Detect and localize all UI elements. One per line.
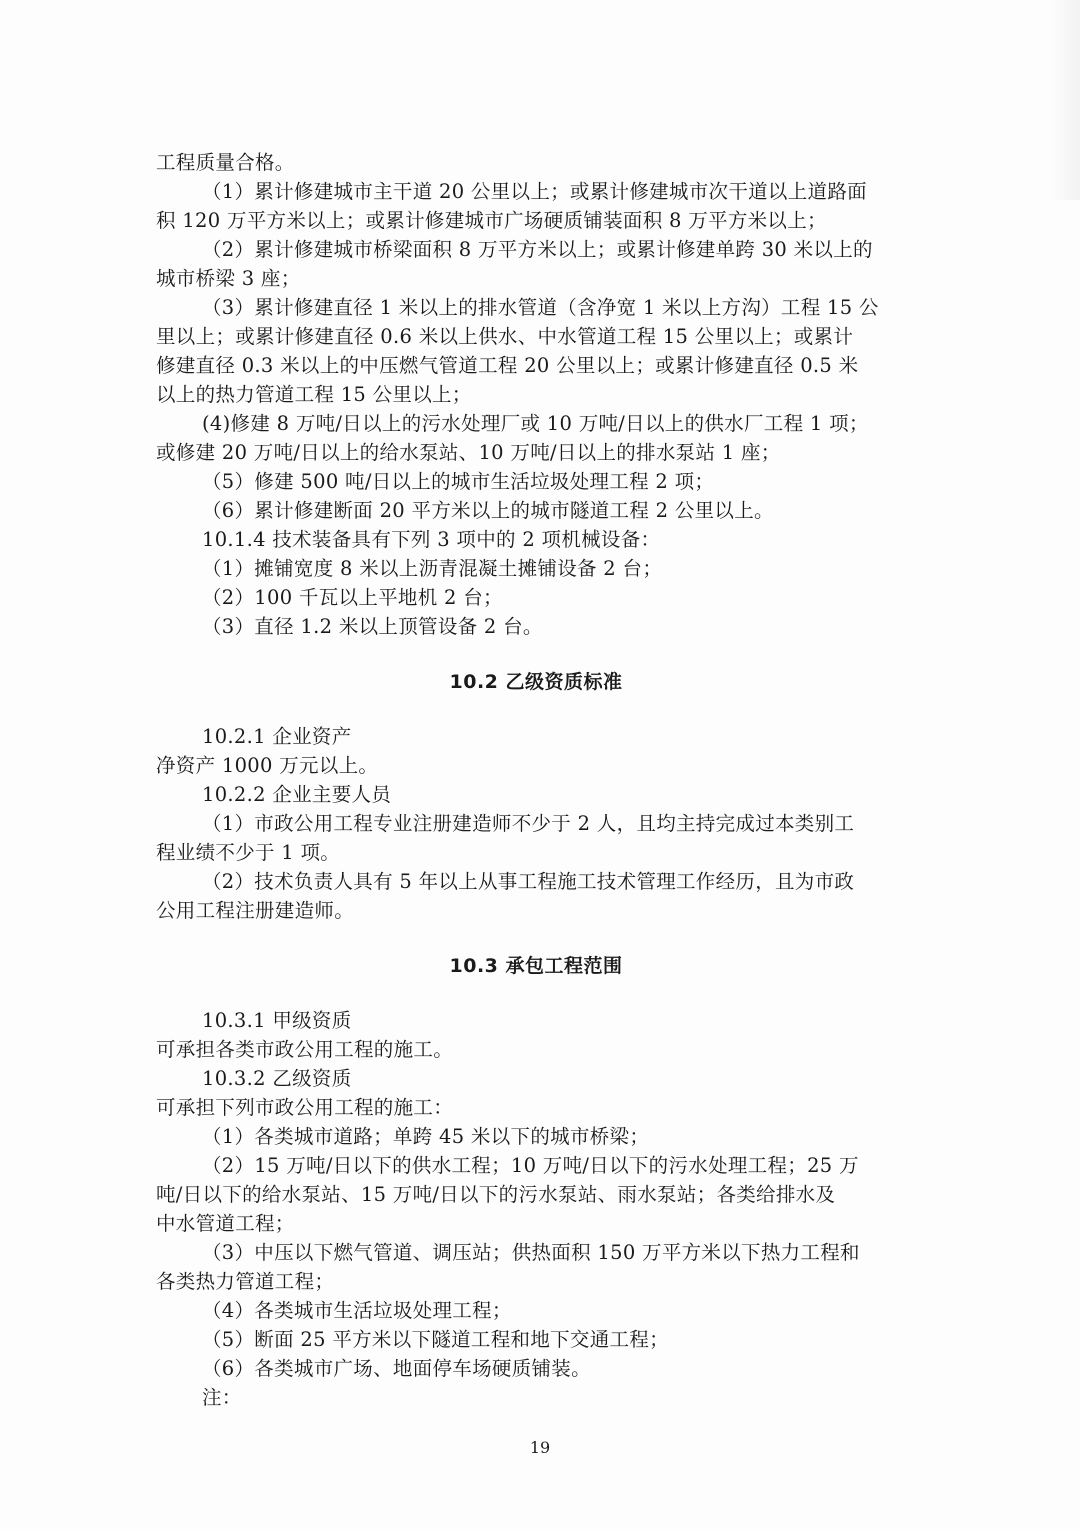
paragraph-line: （1）累计修建城市主干道 20 公里以上；或累计修建城市次干道以上道路面	[202, 180, 867, 203]
paragraph-line: 10.3.1 甲级资质	[202, 1009, 352, 1032]
paragraph-line: 工程质量合格。	[156, 151, 295, 174]
paragraph-line: 注：	[202, 1386, 242, 1409]
paragraph-line: 净资产 1000 万元以上。	[156, 754, 379, 777]
paragraph-line: 10.1.4 技术装备具有下列 3 项中的 2 项机械设备：	[202, 528, 661, 551]
paragraph-line: 程业绩不少于 1 项。	[156, 841, 341, 864]
paragraph-line: （2）累计修建城市桥梁面积 8 万平方米以上；或累计修建单跨 30 米以上的	[202, 238, 873, 261]
paragraph-line: 10.3.2 乙级资质	[202, 1067, 352, 1090]
paragraph-line: （3）中压以下燃气管道、调压站；供热面积 150 万平方米以下热力工程和	[202, 1241, 860, 1264]
paragraph-line: 公用工程注册建造师。	[156, 899, 355, 922]
paragraph-line: 各类热力管道工程；	[156, 1270, 335, 1293]
paragraph-line: （6）各类城市广场、地面停车场硬质铺装。	[202, 1357, 591, 1380]
paragraph-line: （3）直径 1.2 米以上顶管设备 2 台。	[202, 615, 543, 638]
section-heading-10-3: 10.3 承包工程范围	[449, 955, 623, 977]
paragraph-line: 修建直径 0.3 米以上的中压燃气管道工程 20 公里以上；或累计修建直径 0.5 米	[156, 354, 859, 377]
paragraph-line: 积 120 万平方米以上；或累计修建城市广场硬质铺装面积 8 万平方米以上；	[156, 209, 827, 232]
section-10-3	[156, 1006, 916, 1412]
paragraph-line: 城市桥梁 3 座；	[156, 267, 301, 290]
paragraph-line: 10.2.1 企业资产	[202, 725, 352, 748]
paragraph-line: 中水管道工程；	[156, 1212, 295, 1235]
paragraph-line: (4)修建 8 万吨/日以上的污水处理厂或 10 万吨/日以上的供水厂工程 1 项；	[202, 412, 869, 435]
page-number: 19	[529, 1438, 551, 1457]
scan-shadow	[1050, 0, 1080, 200]
paragraph-line: （2）15 万吨/日以下的供水工程；10 万吨/日以下的污水处理工程；25 万	[202, 1154, 859, 1177]
section-10-2	[156, 722, 916, 925]
paragraph-line: 10.2.2 企业主要人员	[202, 783, 392, 806]
paragraph-line: （5）修建 500 吨/日以上的城市生活垃圾处理工程 2 项；	[202, 470, 715, 493]
section-heading-10-2: 10.2 乙级资质标准	[449, 671, 623, 693]
paragraph-line: （6）累计修建断面 20 平方米以上的城市隧道工程 2 公里以上。	[202, 499, 774, 522]
paragraph-line: 或修建 20 万吨/日以上的给水泵站、10 万吨/日以上的排水泵站 1 座；	[156, 441, 781, 464]
paragraph-line: 里以上；或累计修建直径 0.6 米以上供水、中水管道工程 15 公里以上；或累计	[156, 325, 854, 348]
paragraph-line: （2）100 千瓦以上平地机 2 台；	[202, 586, 503, 609]
paragraph-line: （4）各类城市生活垃圾处理工程；	[202, 1299, 512, 1322]
page-body	[156, 148, 916, 1412]
paragraph-line: 可承担各类市政公用工程的施工。	[156, 1038, 454, 1061]
paragraph-line: 可承担下列市政公用工程的施工：	[156, 1096, 454, 1119]
paragraph-line: （1）市政公用工程专业注册建造师不少于 2 人，且均主持完成过本类别工	[202, 812, 855, 835]
paragraph-line: （1）各类城市道路；单跨 45 米以下的城市桥梁；	[202, 1125, 650, 1148]
paragraph-line: （3）累计修建直径 1 米以上的排水管道（含净宽 1 米以上方沟）工程 15 公	[202, 296, 879, 319]
section-10-1-tail	[156, 148, 916, 641]
paragraph-line: （1）摊铺宽度 8 米以上沥青混凝土摊铺设备 2 台；	[202, 557, 663, 580]
paragraph-line: 以上的热力管道工程 15 公里以上；	[156, 383, 472, 406]
paragraph-line: （2）技术负责人具有 5 年以上从事工程施工技术管理工作经历，且为市政	[202, 870, 855, 893]
paragraph-line: 吨/日以下的给水泵站、15 万吨/日以下的污水泵站、雨水泵站；各类给排水及	[156, 1183, 836, 1206]
paragraph-line: （5）断面 25 平方米以下隧道工程和地下交通工程；	[202, 1328, 669, 1351]
